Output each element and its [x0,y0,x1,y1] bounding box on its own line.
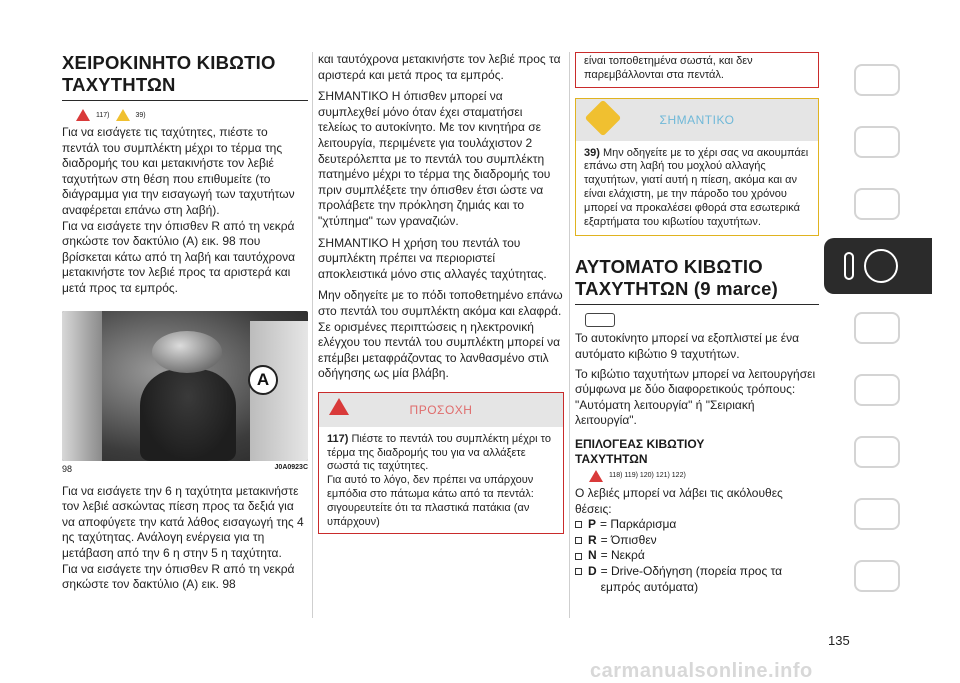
column-3 [575,52,819,595]
paragraph: Για να εισάγετε τις ταχύτητες, πιέστε το πεντάλ του συμπλέκτη μέχρι το τέρμα της διαδρομής του και μετακινήστε τον λεβιέ ταχυτήτων στη θέση που επιθυμείτε (το διάγραμμα για την εισαγωγή των ταχυτήτων αναφέρεται επάνω στη λαβή). [62,125,295,217]
gear-lever-photo [62,311,308,461]
paragraph: Για να εισάγετε την όπισθεν R από τη νεκρά σηκώστε τον δακτύλιο (A) εικ. 98 [62,561,295,592]
mode-item-d: D = Drive-Οδήγηση (πορεία προς τα εμπρός αυτόματα) [575,564,819,595]
paragraph: Το αυτοκίνητο μπορεί να εξοπλιστεί με ένα αυτόματο κιβώτιο 9 ταχυτήτων. [575,331,800,361]
chapter-tab-active[interactable] [824,238,932,294]
reference-markers [589,470,819,482]
warning-triangle-icon [76,109,90,121]
reference-markers [76,109,308,121]
page-number: 135 [828,633,850,648]
steering-wheel-icon [864,249,898,283]
column-divider [569,52,570,618]
chapter-tab[interactable] [824,486,932,542]
mode-item-p: P = Παρκάρισμα [575,517,819,533]
chapter-tab[interactable] [824,114,932,170]
chapter-tab[interactable] [824,300,932,356]
bullet-icon [575,568,582,575]
important-title: ΣΗΜΑΝΤΙΚΟ [659,112,735,127]
heading-line-2: ΤΑΧΥΤΗΤΩΝ [62,74,176,95]
automatic-gearbox-icon [585,313,615,327]
warning-box-continued: είναι τοποθετημένα σωστά, και δεν παρεμβάλλονται στα πεντάλ. [575,52,819,88]
paragraph: και ταυτόχρονα μετακινήστε τον λεβιέ προς τα αριστερά και μετά προς τα εμπρός. [318,52,561,82]
figure-caption [62,464,308,474]
warning-body [319,427,563,534]
dashboard-icon [854,64,900,96]
ref-important: 39) [135,111,146,119]
emergency-icon [854,374,900,406]
figure-number: 98 [62,463,73,474]
important-box [575,98,819,237]
watermark: carmanualsonline.info [590,660,813,682]
paragraph: Μην οδηγείτε με το πόδι τοποθετημένο επάνω στο πεντάλ του συμπλέκτη ακόμα και ελαφρά. Σε ορισμένες περιπτώσεις η ηλεκτρονική ελέγχου του πεντάλ του συμπλέκτη μπορεί να επέμβει μεταφράζοντας το λανθασμένο στιλ οδήγησης ως μία βλάβη. [318,288,563,381]
column-2 [318,52,564,534]
paragraph: Το κιβώτιο ταχυτήτων μπορεί να λειτουργήσει σύμφωνα με δύο διαφορετικούς τρόπους: "Αυτόματη λειτουργία" ή "Σειριακή λειτουργία". [575,366,816,428]
maintenance-icon [854,436,900,468]
refs: 118) 119) 120) 121) 122) [609,472,686,480]
warning-lights-icon [854,312,900,344]
figure-code: J0A0923C [274,463,308,471]
heading-line-1: ΧΕΙΡΟΚΙΝΗΤΟ ΚΙΒΩΤΙΟ [62,52,276,73]
warning-text: Πιέστε το πεντάλ του συμπλέκτη μέχρι το τέρμα της διαδρομής του για να αλλάξετε σωστά τις ταχύτητες. [327,432,551,473]
automatic-gearbox-heading [575,256,819,305]
bullet-icon [575,553,582,560]
important-text: Μην οδηγείτε με το χέρι σας να ακουμπάει επάνω στη λαβή του μοχλού αλλαγής ταχυτήτων, γιατί αυτή η πίεση, ακόμα και αν είναι ελάχιστη, με την πάροδο του χρόνου μπορεί να προκαλέσει φθορά στα εσωτερικά εξαρτήματα του κιβωτίου ταχυτήτων. [584,146,809,228]
warning-text: Για αυτό το λόγο, δεν πρέπει να υπάρχουν εμπόδια στο πάτωμα κάτω από τα πεντάλ: σιγουρευτείτε ότι τα πλαστικά πατάκια (αν υπάρχουν) [327,474,534,528]
selector-heading [575,437,819,468]
chapter-tab[interactable] [824,548,932,604]
column-divider [312,52,313,618]
paragraph: ΣΗΜΑΝΤΙΚΟ Η χρήση του πεντάλ του συμπλέκτη πρέπει να περιοριστεί αποκλειστικά μόνο στις αλλαγές ταχύτητας. [318,235,547,281]
heading-line-2: ΤΑΧΥΤΗΤΩΝ [575,452,648,467]
safety-icon [854,188,900,220]
car-icon [854,126,900,158]
chapter-tab[interactable] [824,176,932,232]
chapter-tab[interactable] [824,424,932,480]
warning-triangle-icon [589,470,603,482]
paragraph: Για να εισάγετε την 6 η ταχύτητα μετακινήστε τον λεβιέ ασκώντας πίεση προς τα δεξιά για να αποφύγετε την κατά λάθος εισαγωγή της 4 ης ταχύτητας. Ανάλογη ενέργεια για τη μετάβαση από την 6 η στην 5 η ταχύτητα. [62,483,304,560]
heading-line-1: ΑΥΤΟΜΑΤΟ ΚΙΒΩΤΙΟ [575,256,763,278]
ref-warning: 117) [96,111,110,119]
heading-line-1: ΕΠΙΛΟΓΕΑΣ ΚΙΒΩΤΙΟΥ [575,436,705,451]
paragraph: Ο λεβιές μπορεί να λάβει τις ακόλουθες θέσεις: [575,485,783,516]
paragraph: ΣΗΜΑΝΤΙΚΟ Η όπισθεν μπορεί να συμπλεχθεί μόνο όταν έχει σταματήσει τελείως το αυτοκίνητο. Με τον κινητήρα σε λειτουργία, περιμένετε για τουλάχιστον 2 δευτερόλεπτα με το πεντάλ του συμπλέκτη πατημένο μέχρι το τέρμα της διαδρομής του πριν συμπλέξετε την όπισθεν έτσι ώστε να προλάβετε την πρόκληση ζημιάς και το "χτύπημα" των γραναζιών. [318,89,551,228]
warning-title: ΠΡΟΣΟΧΗ [409,402,473,417]
key-icon [844,252,854,280]
warning-box [318,392,564,535]
important-icon [116,109,130,121]
warning-header [319,393,563,427]
technical-data-icon [854,498,900,530]
important-icon [585,99,622,136]
paragraph: Για να εισάγετε την όπισθεν R από τη νεκρά σηκώστε τον δακτύλιο (A) εικ. 98 που βρίσκεται κάτω από τη λαβή και ταυτόχρονα μετακινήστε τον λεβιέ προς τα αριστερά και μετά προς τα εμπρός. [62,218,296,295]
important-number: 39) [584,146,600,159]
manual-gearbox-heading [62,52,308,101]
bullet-icon [575,537,582,544]
important-header [576,99,818,141]
multimedia-icon [854,560,900,592]
chapter-tabs [824,52,934,610]
bullet-icon [575,521,582,528]
mode-item-n: N = Νεκρά [575,548,819,564]
column-1 [62,52,308,593]
mode-item-r: R = Όπισθεν [575,533,819,549]
warning-triangle-icon [329,398,349,415]
callout-label: A [248,365,278,395]
heading-line-2: ΤΑΧΥΤΗΤΩΝ (9 marce) [575,278,778,300]
chapter-tab[interactable] [824,362,932,418]
important-body [576,141,818,236]
warning-number: 117) [327,432,349,445]
chapter-tab[interactable] [824,52,932,108]
